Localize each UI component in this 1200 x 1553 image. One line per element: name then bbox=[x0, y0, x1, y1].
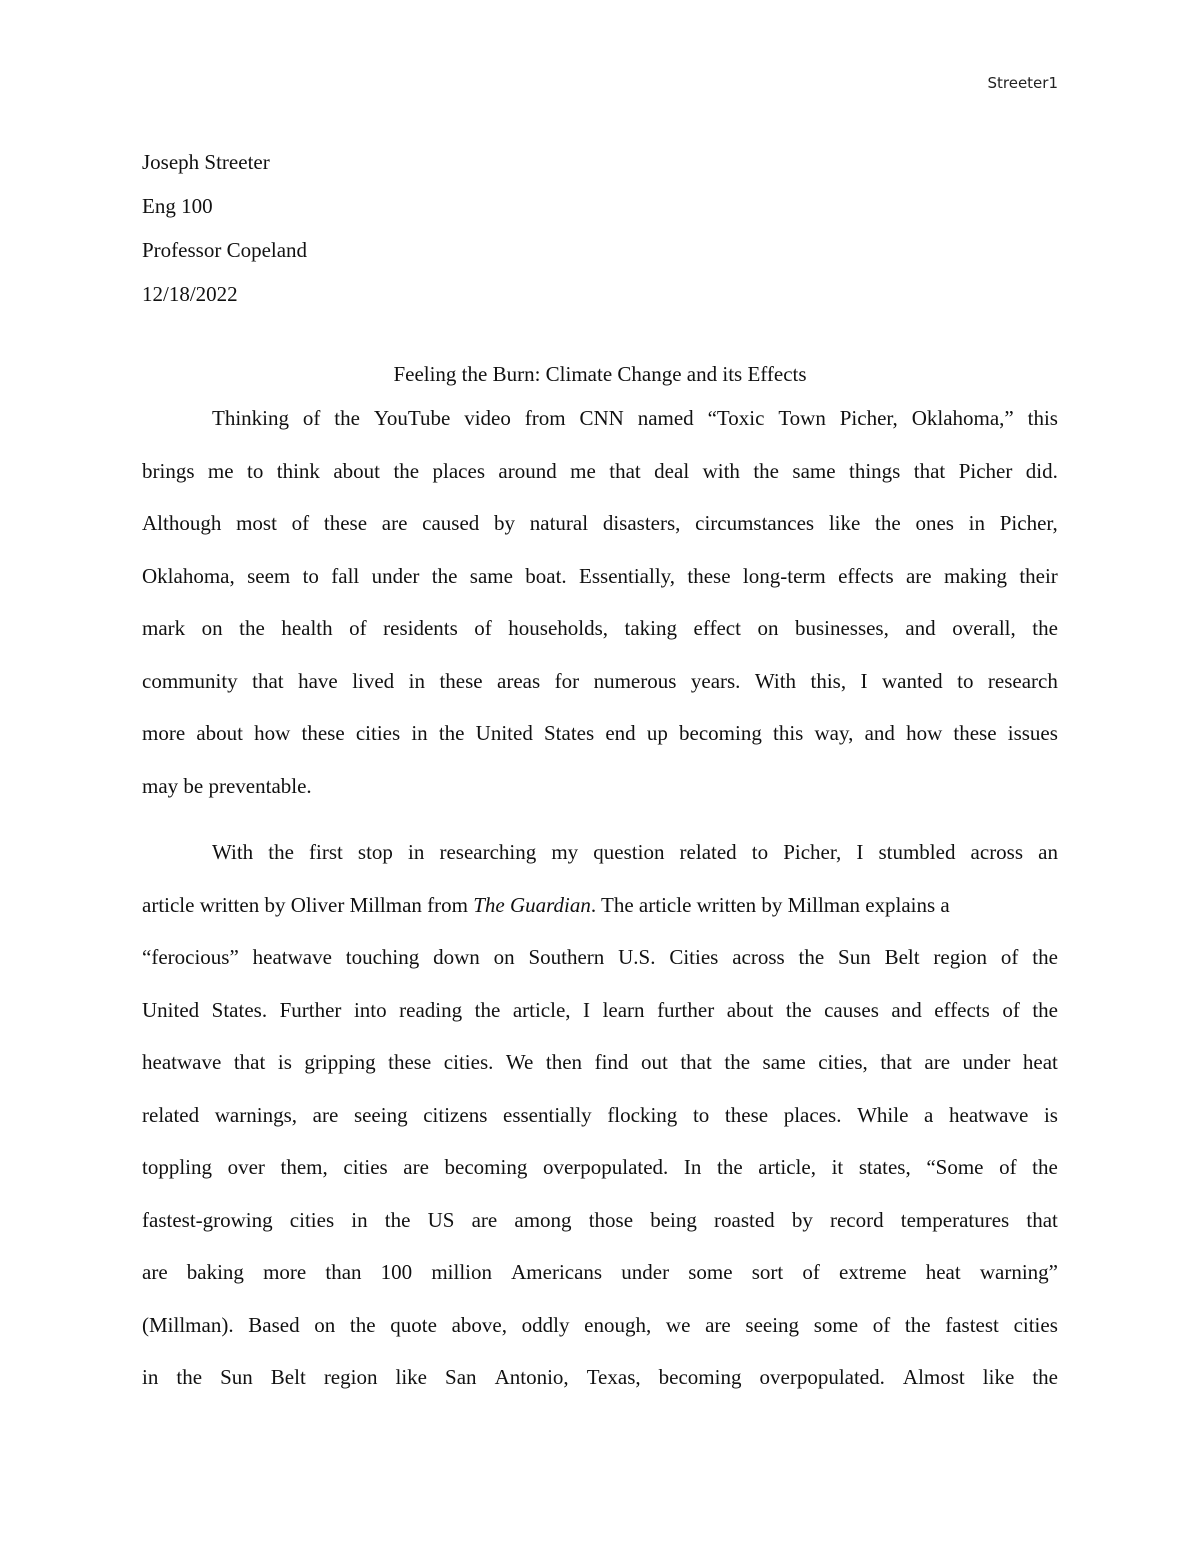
paragraph-line bbox=[142, 550, 1058, 603]
word: wanted bbox=[882, 668, 943, 693]
word: health bbox=[281, 616, 333, 640]
word: these bbox=[439, 668, 483, 693]
word: lived bbox=[352, 668, 395, 693]
mla-heading bbox=[142, 140, 1058, 316]
word: fall bbox=[331, 563, 360, 588]
word: deal bbox=[654, 458, 690, 483]
word: With bbox=[212, 840, 254, 864]
word: find bbox=[594, 1050, 629, 1074]
paragraph-line bbox=[142, 602, 1058, 655]
word: about bbox=[196, 721, 243, 745]
word: of bbox=[872, 1312, 891, 1337]
word: that bbox=[1026, 1207, 1058, 1232]
word: cities, bbox=[818, 1050, 868, 1074]
word: researching bbox=[439, 840, 537, 864]
word: in bbox=[968, 511, 986, 535]
word: becoming bbox=[444, 1155, 528, 1179]
word: into bbox=[353, 997, 387, 1022]
word: is bbox=[277, 1050, 292, 1074]
word: same bbox=[469, 563, 513, 588]
word: the bbox=[438, 721, 465, 745]
word: making bbox=[943, 563, 1007, 588]
word: of bbox=[474, 616, 492, 640]
word: this, bbox=[810, 668, 847, 693]
word: we bbox=[665, 1312, 691, 1337]
word: of bbox=[1000, 945, 1019, 969]
word: the bbox=[1032, 997, 1058, 1022]
word: and bbox=[891, 997, 922, 1022]
word: numerous bbox=[593, 668, 677, 693]
word: of bbox=[349, 616, 367, 640]
word: that bbox=[913, 458, 946, 483]
paragraph-line bbox=[142, 1036, 1058, 1089]
word: States bbox=[544, 721, 595, 745]
word: for bbox=[554, 668, 580, 693]
word: across bbox=[732, 945, 785, 969]
word: on bbox=[201, 616, 223, 640]
word: to bbox=[302, 563, 319, 588]
author-name: Joseph Streeter bbox=[142, 150, 270, 174]
word: are bbox=[403, 1155, 429, 1179]
word: some bbox=[688, 1260, 733, 1284]
word: up bbox=[646, 721, 668, 745]
word: residents bbox=[383, 616, 458, 640]
word: businesses, bbox=[794, 616, 889, 640]
word: YouTube bbox=[373, 406, 451, 430]
paragraph-line-with-source bbox=[142, 879, 1058, 932]
word: Picher, bbox=[783, 840, 842, 864]
word: same bbox=[792, 458, 836, 483]
word: million bbox=[431, 1260, 492, 1284]
word: Picher, bbox=[839, 406, 898, 430]
word: circumstances bbox=[695, 511, 815, 535]
word: fastest-growing bbox=[142, 1207, 273, 1232]
word: from bbox=[524, 406, 566, 430]
word: under bbox=[621, 1260, 670, 1284]
word: to bbox=[692, 1102, 710, 1127]
word: places. bbox=[783, 1102, 842, 1127]
paragraph-line bbox=[142, 1351, 1058, 1404]
word: are bbox=[924, 1050, 951, 1074]
word: with bbox=[702, 458, 740, 483]
word: cities bbox=[355, 721, 401, 745]
word: enough, bbox=[584, 1312, 652, 1337]
word: the bbox=[431, 563, 458, 588]
word: think bbox=[276, 458, 320, 483]
word: natural bbox=[529, 511, 589, 535]
word: 100 bbox=[380, 1260, 413, 1284]
word: these bbox=[724, 1102, 769, 1127]
word: the bbox=[1032, 945, 1058, 969]
paragraph-line bbox=[142, 984, 1058, 1037]
word: and bbox=[905, 616, 936, 640]
word: the bbox=[474, 997, 501, 1022]
word: becoming bbox=[658, 1365, 742, 1389]
word: the bbox=[334, 406, 360, 430]
paragraph-line bbox=[142, 1246, 1058, 1299]
word: Although bbox=[142, 511, 222, 535]
word: across bbox=[970, 840, 1024, 864]
paragraph-line: may be preventable. bbox=[142, 773, 312, 798]
course-name: Eng 100 bbox=[142, 194, 213, 218]
word: stop bbox=[357, 840, 393, 864]
word: Picher bbox=[958, 458, 1013, 483]
word: the bbox=[349, 1312, 376, 1337]
word: mark bbox=[142, 616, 186, 640]
word: these bbox=[388, 1050, 432, 1074]
word: effects bbox=[838, 563, 894, 588]
word: than bbox=[325, 1260, 362, 1284]
word: the bbox=[785, 997, 812, 1022]
word: seem bbox=[247, 563, 291, 588]
word: how bbox=[906, 721, 943, 745]
paragraph-line bbox=[142, 1089, 1058, 1142]
word: about bbox=[333, 458, 381, 483]
word: first bbox=[309, 840, 343, 864]
word: more bbox=[263, 1260, 307, 1284]
word: the bbox=[904, 1312, 931, 1337]
word: ones bbox=[915, 511, 954, 535]
word: me bbox=[207, 458, 234, 483]
word: CNN bbox=[579, 406, 624, 430]
word: then bbox=[545, 1050, 583, 1074]
word: related bbox=[679, 840, 737, 864]
word: the bbox=[239, 616, 265, 640]
word: stumbled bbox=[878, 840, 956, 864]
word: in bbox=[411, 721, 428, 745]
word: record bbox=[829, 1207, 884, 1232]
word: things bbox=[849, 458, 901, 483]
word: U.S. bbox=[618, 945, 656, 969]
word: over bbox=[227, 1155, 265, 1179]
word: Picher, bbox=[999, 511, 1058, 535]
source-title: The Guardian bbox=[473, 892, 591, 917]
word: that bbox=[252, 668, 284, 693]
word: Almost bbox=[902, 1365, 965, 1389]
word: are bbox=[471, 1207, 498, 1232]
word: like bbox=[982, 1365, 1015, 1389]
paragraph-line bbox=[142, 931, 1058, 984]
word: cities. bbox=[443, 1050, 494, 1074]
word: an bbox=[1038, 840, 1058, 864]
word: that bbox=[609, 458, 641, 483]
word: Sun bbox=[838, 945, 871, 969]
paragraph-line bbox=[142, 1141, 1058, 1194]
word: I bbox=[860, 668, 868, 693]
word: heatwave bbox=[142, 1050, 222, 1074]
word: citizens bbox=[423, 1102, 488, 1127]
word: extreme bbox=[838, 1260, 907, 1284]
word: roasted bbox=[714, 1207, 775, 1232]
word: the bbox=[724, 1050, 751, 1074]
word: the bbox=[717, 1155, 743, 1179]
word: Oklahoma, bbox=[142, 563, 235, 588]
word: are bbox=[705, 1312, 731, 1337]
paragraph-line bbox=[142, 1299, 1058, 1352]
paragraph-line bbox=[142, 655, 1058, 708]
word: the bbox=[798, 945, 825, 969]
word: Sun bbox=[220, 1365, 253, 1389]
word: them, bbox=[280, 1155, 328, 1179]
word: in bbox=[142, 1365, 159, 1389]
word: have bbox=[298, 668, 338, 693]
word: to bbox=[751, 840, 769, 864]
word: further bbox=[657, 997, 715, 1022]
word: seeing bbox=[353, 1102, 408, 1127]
essay-date: 12/18/2022 bbox=[142, 282, 238, 306]
word: Belt bbox=[884, 945, 920, 969]
paragraph-text: . The article written by Millman explains a bbox=[590, 892, 950, 917]
word: United bbox=[475, 721, 533, 745]
word: like bbox=[828, 511, 861, 535]
word: warning” bbox=[979, 1260, 1058, 1284]
word: the bbox=[176, 1365, 203, 1389]
word: of bbox=[302, 406, 321, 430]
word: the bbox=[393, 458, 420, 483]
word: that bbox=[233, 1050, 266, 1074]
paragraph-text: article written by Oliver Millman from bbox=[142, 892, 474, 917]
word: Belt bbox=[270, 1365, 306, 1389]
word: heat bbox=[925, 1260, 961, 1284]
word: the bbox=[1032, 1365, 1058, 1389]
paragraph-line bbox=[142, 826, 1058, 879]
word: the bbox=[384, 1207, 411, 1232]
word: (Millman). bbox=[142, 1312, 234, 1337]
word: fastest bbox=[945, 1312, 999, 1337]
word: households, bbox=[508, 616, 609, 640]
word: Antonio, bbox=[494, 1365, 569, 1389]
word: it bbox=[831, 1155, 844, 1179]
word: I bbox=[856, 840, 864, 864]
word: issues bbox=[1007, 721, 1058, 745]
word: the bbox=[1032, 1155, 1058, 1179]
word: States. bbox=[211, 997, 268, 1022]
word: question bbox=[593, 840, 665, 864]
paragraph-2 bbox=[142, 826, 1058, 1404]
word: on bbox=[493, 945, 515, 969]
word: region bbox=[933, 945, 988, 969]
word: taking bbox=[624, 616, 678, 640]
instructor-name: Professor Copeland bbox=[142, 238, 308, 262]
word: Southern bbox=[528, 945, 605, 969]
word: I bbox=[583, 997, 591, 1022]
word: these bbox=[687, 563, 731, 588]
paragraph-line bbox=[142, 497, 1058, 550]
word: “Some bbox=[926, 1155, 984, 1179]
running-head: Streeter1 bbox=[987, 74, 1058, 92]
word: being bbox=[650, 1207, 697, 1232]
word: me bbox=[570, 458, 596, 483]
word: video bbox=[464, 406, 511, 430]
word: With bbox=[754, 668, 797, 693]
word: this bbox=[773, 721, 804, 745]
word: of bbox=[291, 511, 310, 535]
word: Town bbox=[778, 406, 826, 430]
word: the bbox=[753, 458, 779, 483]
word: “Toxic bbox=[707, 406, 765, 430]
word: about bbox=[726, 997, 774, 1022]
word: states, bbox=[858, 1155, 911, 1179]
word: on bbox=[314, 1312, 336, 1337]
word: Based bbox=[248, 1312, 300, 1337]
word: that bbox=[880, 1050, 912, 1074]
word: did. bbox=[1025, 458, 1058, 483]
word: and bbox=[864, 721, 895, 745]
word: caused bbox=[422, 511, 480, 535]
word: of bbox=[999, 1155, 1017, 1179]
word: that bbox=[680, 1050, 712, 1074]
word: among bbox=[514, 1207, 572, 1232]
word: disasters, bbox=[602, 511, 681, 535]
word: around bbox=[498, 458, 557, 483]
word: their bbox=[1019, 563, 1058, 588]
word: these bbox=[953, 721, 997, 745]
word: the bbox=[268, 840, 294, 864]
word: are bbox=[312, 1102, 339, 1127]
word: article, bbox=[758, 1155, 816, 1179]
word: reading bbox=[399, 997, 463, 1022]
word: in bbox=[408, 840, 425, 864]
word: long-term bbox=[742, 563, 826, 588]
word: flocking bbox=[607, 1102, 678, 1127]
word: out bbox=[640, 1050, 668, 1074]
word: on bbox=[757, 616, 779, 640]
word: effect bbox=[693, 616, 741, 640]
word: Thinking bbox=[212, 406, 289, 430]
word: learn bbox=[602, 997, 645, 1022]
word: US bbox=[427, 1207, 455, 1232]
paragraph-line bbox=[142, 392, 1058, 445]
word: by bbox=[791, 1207, 813, 1232]
word: above, bbox=[451, 1312, 507, 1337]
word: of bbox=[802, 1260, 820, 1284]
word: areas bbox=[497, 668, 541, 693]
word: quote bbox=[390, 1312, 437, 1337]
word: are bbox=[142, 1260, 168, 1284]
word: named bbox=[637, 406, 694, 430]
word: way, bbox=[814, 721, 854, 745]
word: Americans bbox=[511, 1260, 603, 1284]
word: While bbox=[857, 1102, 909, 1127]
word: Essentially, bbox=[579, 563, 676, 588]
word: places bbox=[432, 458, 485, 483]
word: temperatures bbox=[900, 1207, 1010, 1232]
word: more bbox=[142, 721, 186, 745]
word: is bbox=[1043, 1102, 1058, 1127]
word: the bbox=[875, 511, 901, 535]
word: research bbox=[987, 668, 1058, 693]
word: to bbox=[247, 458, 264, 483]
word: San bbox=[445, 1365, 477, 1389]
word: related bbox=[142, 1102, 200, 1127]
word: my bbox=[551, 840, 579, 864]
word: becoming bbox=[679, 721, 762, 745]
word: in bbox=[408, 668, 425, 693]
word: most bbox=[236, 511, 277, 535]
word: heatwave bbox=[949, 1102, 1029, 1127]
word: seeing bbox=[745, 1312, 800, 1337]
word: down bbox=[433, 945, 480, 969]
paragraph-line bbox=[142, 445, 1058, 498]
word: cities bbox=[343, 1155, 388, 1179]
paragraph-1 bbox=[142, 392, 1058, 812]
word: causes bbox=[824, 997, 879, 1022]
word: baking bbox=[186, 1260, 244, 1284]
word: under bbox=[371, 563, 420, 588]
word: same bbox=[762, 1050, 806, 1074]
word: by bbox=[494, 511, 516, 535]
word: cities bbox=[289, 1207, 335, 1232]
word: “ferocious” bbox=[142, 945, 239, 969]
word: of bbox=[1002, 997, 1020, 1022]
word: warnings, bbox=[214, 1102, 298, 1127]
word: overall, bbox=[952, 616, 1016, 640]
word: end bbox=[605, 721, 636, 745]
word: in bbox=[351, 1207, 368, 1232]
word: like bbox=[395, 1365, 427, 1389]
word: cities bbox=[1013, 1312, 1058, 1337]
word: this bbox=[1027, 406, 1058, 430]
word: these bbox=[323, 511, 368, 535]
word: how bbox=[254, 721, 291, 745]
word: In bbox=[683, 1155, 702, 1179]
word: under bbox=[962, 1050, 1011, 1074]
word: overpopulated. bbox=[542, 1155, 669, 1179]
word: the bbox=[1032, 616, 1058, 640]
word: toppling bbox=[142, 1155, 213, 1179]
word: We bbox=[505, 1050, 534, 1074]
word: these bbox=[301, 721, 345, 745]
word: Cities bbox=[669, 945, 719, 969]
word: heatwave bbox=[252, 945, 332, 969]
word: years. bbox=[690, 668, 741, 693]
essay-title: Feeling the Burn: Climate Change and its Effects bbox=[393, 362, 807, 386]
word: sort bbox=[751, 1260, 784, 1284]
word: are bbox=[905, 563, 932, 588]
word: touching bbox=[345, 945, 420, 969]
word: region bbox=[323, 1365, 378, 1389]
word: overpopulated. bbox=[759, 1365, 885, 1389]
word: community bbox=[142, 668, 238, 693]
word: Further bbox=[279, 997, 342, 1022]
word: essentially bbox=[503, 1102, 592, 1127]
paragraph-line bbox=[142, 1194, 1058, 1247]
word: effects bbox=[934, 997, 990, 1022]
word: Texas, bbox=[586, 1365, 641, 1389]
word: those bbox=[588, 1207, 634, 1232]
word: oddly bbox=[521, 1312, 570, 1337]
word: a bbox=[924, 1102, 934, 1127]
paragraph-line bbox=[142, 707, 1058, 760]
word: are bbox=[381, 511, 408, 535]
word: Oklahoma,” bbox=[911, 406, 1014, 430]
word: brings bbox=[142, 458, 195, 483]
word: some bbox=[813, 1312, 859, 1337]
word: boat. bbox=[525, 563, 567, 588]
word: heat bbox=[1022, 1050, 1058, 1074]
word: article, bbox=[512, 997, 571, 1022]
word: gripping bbox=[304, 1050, 376, 1074]
word: to bbox=[957, 668, 974, 693]
word: United bbox=[142, 997, 200, 1022]
